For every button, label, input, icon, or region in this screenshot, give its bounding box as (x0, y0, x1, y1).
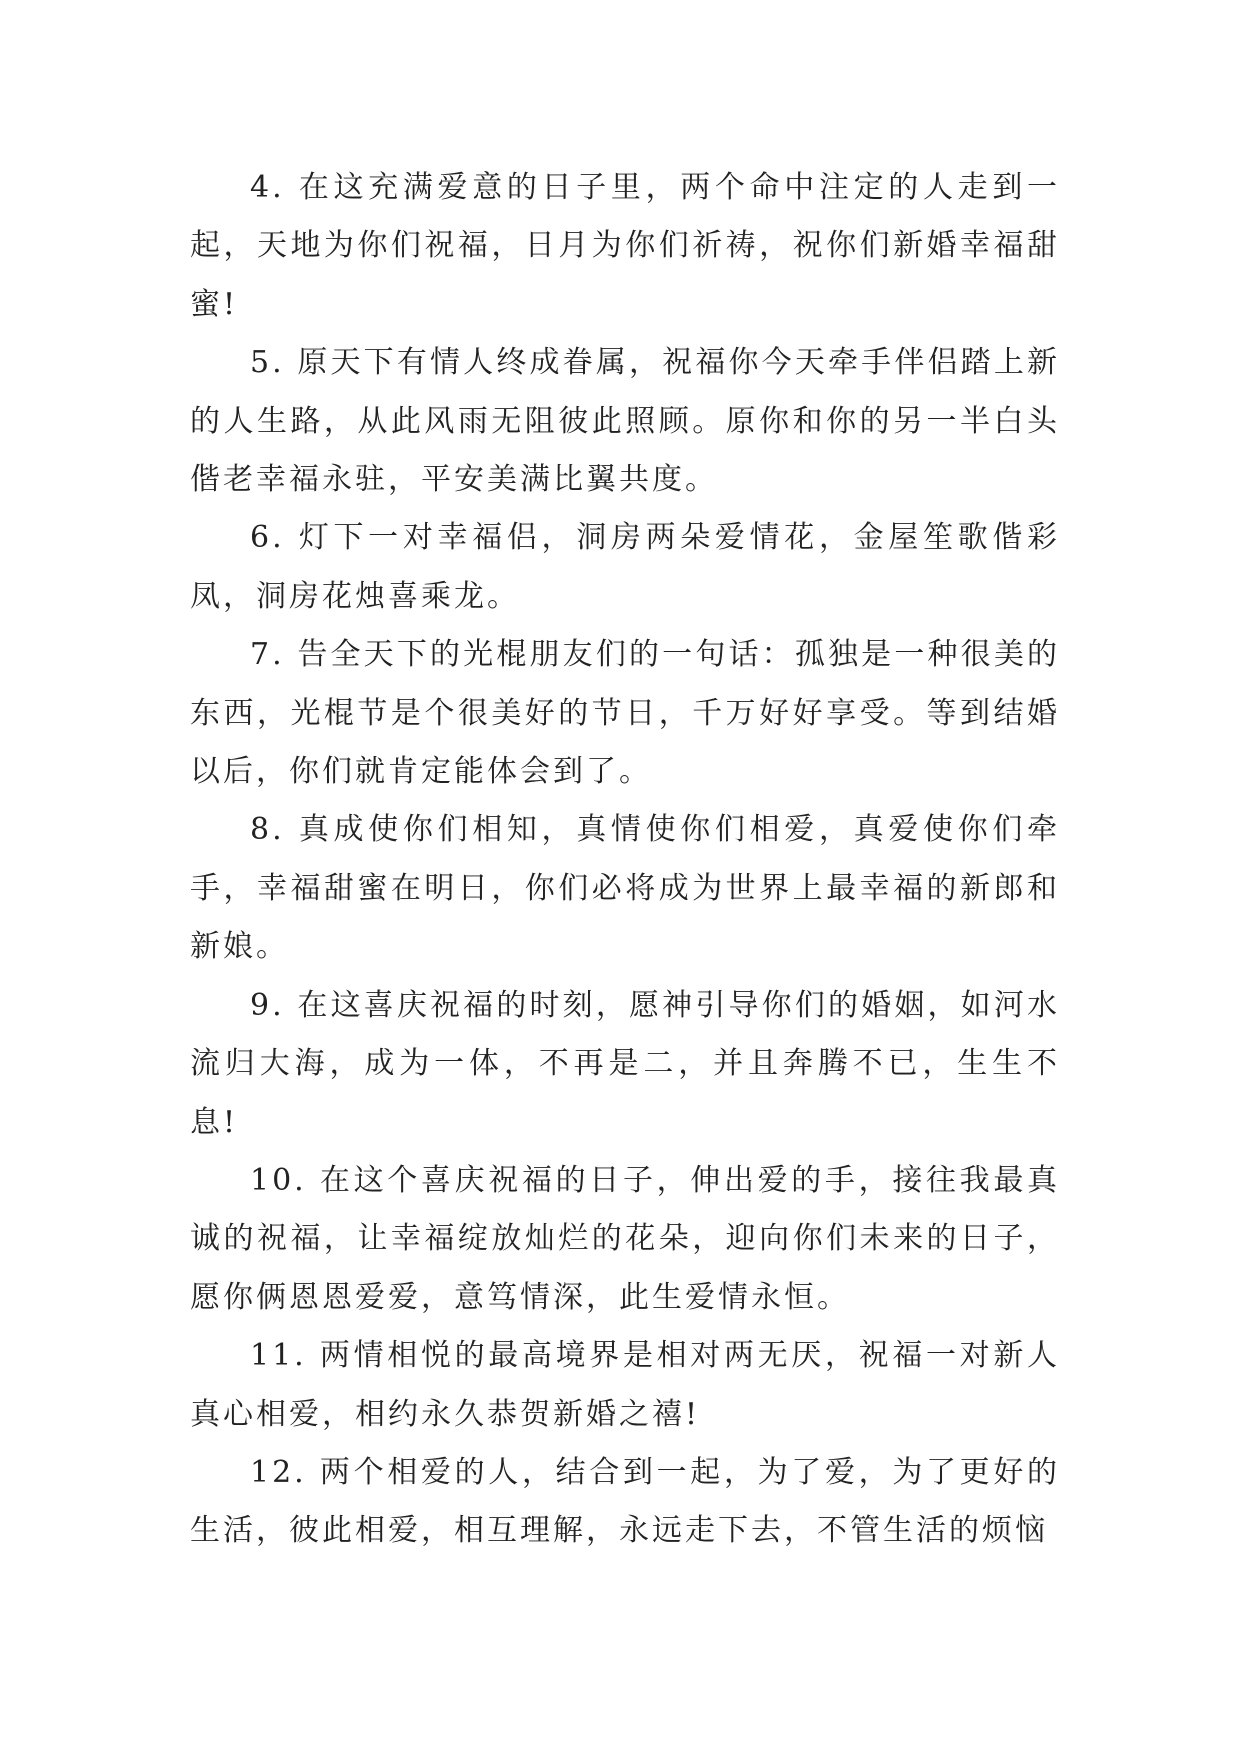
document-body (190, 159, 1060, 1561)
paragraph-12: 12. 两个相爱的人，结合到一起，为了爱，为了更好的生活，彼此相爱，相互理解，永远走下去，不管生活的烦恼 (190, 1454, 1060, 1549)
paragraph-9: 9. 在这喜庆祝福的时刻，愿神引导你们的婚姻，如河水流归大海，成为一体，不再是二，并且奔腾不已，生生不息! (190, 987, 1060, 1140)
paragraph-7: 7. 告全天下的光棍朋友们的一句话：孤独是一种很美的东西，光棍节是个很美好的节日，千万好好享受。等到结婚以后，你们就肯定能体会到了。 (190, 637, 1060, 790)
paragraph-5: 5. 原天下有情人终成眷属，祝福你今天牵手伴侣踏上新的人生路，从此风雨无阻彼此照顾。原你和你的另一半白头偕老幸福永驻，平安美满比翼共度。 (190, 345, 1060, 498)
paragraph-6: 6. 灯下一对幸福侣，洞房两朵爱情花，金屋笙歌偕彩凤，洞房花烛喜乘龙。 (190, 520, 1060, 614)
paragraph-10: 10. 在这个喜庆祝福的日子，伸出爱的手，接往我最真诚的祝福，让幸福绽放灿烂的花朵，迎向你们未来的日子，愿你俩恩恩爱爱，意笃情深，此生爱情永恒。 (190, 1162, 1060, 1315)
paragraph-8: 8. 真成使你们相知，真情使你们相爱，真爱使你们牵手，幸福甜蜜在明日，你们必将成为世界上最幸福的新郎和新娘。 (190, 812, 1060, 965)
paragraph-11: 11. 两情相悦的最高境界是相对两无厌，祝福一对新人真心相爱，相约永久恭贺新婚之禧! (190, 1338, 1060, 1432)
paragraph-4: 4. 在这充满爱意的日子里，两个命中注定的人走到一起，天地为你们祝福，日月为你们祈祷，祝你们新婚幸福甜蜜! (190, 170, 1060, 322)
